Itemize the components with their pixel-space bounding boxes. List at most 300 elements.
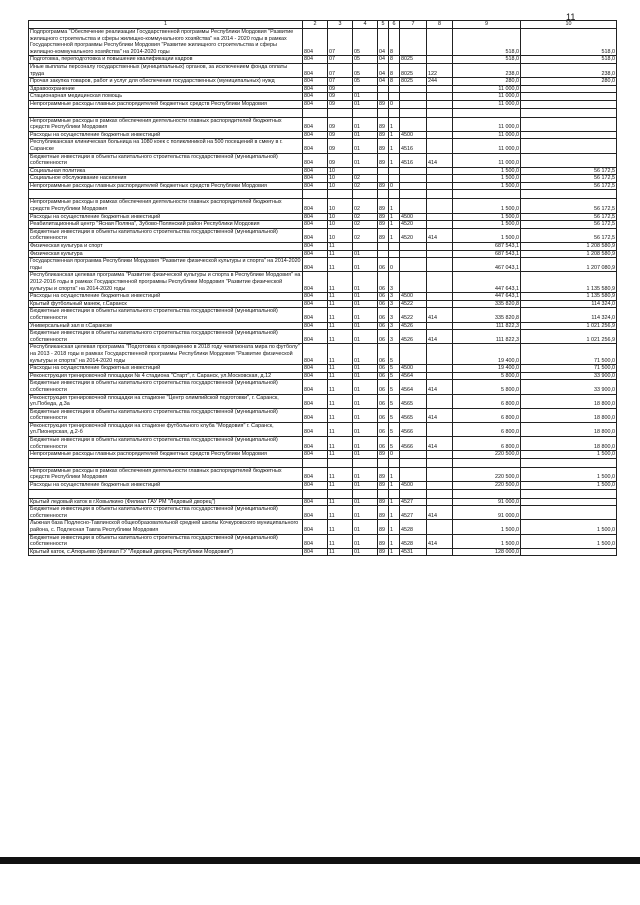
amount-year2-cell: 33 900,0 <box>521 372 617 380</box>
table-row <box>29 422 617 436</box>
empty-cell <box>378 489 389 498</box>
direction-code-cell: 4520 <box>400 221 427 229</box>
subprogram-code-cell: 8 <box>389 78 400 86</box>
amount-year1-cell: 5 800,0 <box>453 380 521 394</box>
amount-year2-cell: 280,0 <box>521 78 617 86</box>
subsection-code-cell: 01 <box>353 272 378 293</box>
amount-year1-cell: 518,0 <box>453 56 521 64</box>
empty-cell <box>521 458 617 467</box>
ministry-code-cell: 804 <box>303 250 328 258</box>
direction-code-cell: 8025 <box>400 78 427 86</box>
column-header: 10 <box>521 21 617 29</box>
expense-type-cell <box>427 243 453 251</box>
subprogram-code-cell: 5 <box>389 380 400 394</box>
ministry-code-cell: 804 <box>303 199 328 213</box>
column-header: 8 <box>427 21 453 29</box>
subprogram-code-cell: 0 <box>389 258 400 272</box>
target-article-cell: 06 <box>378 300 389 308</box>
expense-type-cell: 414 <box>427 153 453 167</box>
amount-year2-cell: 518,0 <box>521 56 617 64</box>
amount-year2-cell: 1 208 580,9 <box>521 243 617 251</box>
expense-name-cell: Реконструкция тренировочной площадки № 4 стадиона "Старт", г. Саранск, ул.Московская, д.12 <box>29 372 303 380</box>
table-row <box>29 250 617 258</box>
empty-cell <box>453 190 521 199</box>
table-row <box>29 520 617 534</box>
empty-cell <box>427 458 453 467</box>
subsection-code-cell: 01 <box>353 365 378 373</box>
direction-code-cell <box>400 29 427 56</box>
direction-code-cell: 8025 <box>400 56 427 64</box>
section-code-cell: 11 <box>328 506 353 520</box>
ministry-code-cell: 804 <box>303 520 328 534</box>
expense-name-cell: Физическая культура и спорт <box>29 243 303 251</box>
empty-cell <box>303 108 328 117</box>
expense-name-cell: Республиканская целевая программа "Развитие физической культуры и спорта в Республике Мордовия" на 2012-2016 годы в рамках Государственной программы Республики Мордовия "Развитие физической культуры и спорта" на 2014-2020 годы <box>29 272 303 293</box>
amount-year2-cell: 1 208 580,9 <box>521 250 617 258</box>
subprogram-code-cell: 3 <box>389 308 400 322</box>
expense-name-cell: Физическая культура <box>29 250 303 258</box>
direction-code-cell <box>400 182 427 190</box>
table-row <box>29 365 617 373</box>
subprogram-code-cell: 1 <box>389 228 400 242</box>
column-header: 2 <box>303 21 328 29</box>
amount-year2-cell <box>521 153 617 167</box>
empty-cell <box>378 458 389 467</box>
subsection-code-cell: 01 <box>353 293 378 301</box>
section-code-cell: 10 <box>328 213 353 221</box>
section-code-cell: 11 <box>328 258 353 272</box>
direction-code-cell <box>400 467 427 481</box>
expense-type-cell: 414 <box>427 506 453 520</box>
expense-type-cell <box>427 85 453 93</box>
amount-year2-cell: 1 021 256,9 <box>521 330 617 344</box>
ministry-code-cell: 804 <box>303 322 328 330</box>
direction-code-cell: 4500 <box>400 293 427 301</box>
page-number: 11 <box>566 12 576 22</box>
subsection-code-cell: 01 <box>353 153 378 167</box>
expense-name-cell: Стационарная медицинская помощь <box>29 93 303 101</box>
table-body <box>29 29 617 556</box>
empty-cell <box>328 458 353 467</box>
direction-code-cell: 4500 <box>400 365 427 373</box>
target-article-cell: 89 <box>378 498 389 506</box>
direction-code-cell: 4516 <box>400 139 427 153</box>
amount-year2-cell: 1 500,0 <box>521 534 617 548</box>
subsection-code-cell: 01 <box>353 451 378 459</box>
section-code-cell: 09 <box>328 139 353 153</box>
amount-year1-cell: 6 800,0 <box>453 408 521 422</box>
expense-name-cell: Иные выплаты персоналу государственных (муниципальных) органов, за исключением фонда оплаты труда <box>29 63 303 77</box>
expense-name-cell: Лыжная база Подлесно-Тавлинской общеобразовательной средней школы Кочкуровского муниципального района, с. Подлесная Тавла Республики Мордовия <box>29 520 303 534</box>
empty-cell <box>400 489 427 498</box>
expense-type-cell <box>427 548 453 556</box>
target-article-cell: 89 <box>378 467 389 481</box>
amount-year2-cell <box>521 506 617 520</box>
section-code-cell: 09 <box>328 153 353 167</box>
direction-code-cell: 4528 <box>400 520 427 534</box>
expense-type-cell <box>427 139 453 153</box>
ministry-code-cell: 804 <box>303 272 328 293</box>
amount-year1-cell: 518,0 <box>453 29 521 56</box>
subsection-code-cell: 01 <box>353 422 378 436</box>
expense-name-cell: Крытый ледовый каток в г.Ковылкино (Филиал ГАУ РМ "Ледовый дворец") <box>29 498 303 506</box>
expense-name-cell: Республиканская целевая программа "Подготовка к проведению в 2018 году чемпионата мира по футболу" на 2013 - 2018 годы в рамках Государственной программы Республики Мордовия "Развитие физической культуры и спорта" на 2014-2020 годы <box>29 344 303 365</box>
table-row <box>29 272 617 293</box>
section-code-cell: 10 <box>328 199 353 213</box>
amount-year1-cell: 111 822,3 <box>453 322 521 330</box>
amount-year2-cell: 1 500,0 <box>521 482 617 490</box>
amount-year1-cell: 1 500,0 <box>453 221 521 229</box>
amount-year1-cell: 220 500,0 <box>453 467 521 481</box>
direction-code-cell <box>400 85 427 93</box>
table-row <box>29 437 617 451</box>
subsection-code-cell: 01 <box>353 482 378 490</box>
amount-year1-cell: 11 000,0 <box>453 139 521 153</box>
direction-code-cell: 4500 <box>400 213 427 221</box>
ministry-code-cell: 804 <box>303 422 328 436</box>
subsection-code-cell: 01 <box>353 131 378 139</box>
section-code-cell: 11 <box>328 300 353 308</box>
amount-year1-cell: 467 043,1 <box>453 258 521 272</box>
expense-type-cell <box>427 520 453 534</box>
column-header: 7 <box>400 21 427 29</box>
target-article-cell: 89 <box>378 131 389 139</box>
ministry-code-cell: 804 <box>303 63 328 77</box>
section-code-cell: 07 <box>328 63 353 77</box>
ministry-code-cell: 804 <box>303 100 328 108</box>
subprogram-code-cell: 3 <box>389 293 400 301</box>
table-row <box>29 534 617 548</box>
expense-type-cell <box>427 272 453 293</box>
section-code-cell: 11 <box>328 520 353 534</box>
subprogram-code-cell: 3 <box>389 300 400 308</box>
amount-year2-cell: 1 021 256,9 <box>521 322 617 330</box>
section-code-cell: 11 <box>328 422 353 436</box>
expense-type-cell <box>427 394 453 408</box>
ministry-code-cell: 804 <box>303 482 328 490</box>
ministry-code-cell: 804 <box>303 372 328 380</box>
table-row <box>29 482 617 490</box>
expense-name-cell: Бюджетные инвестиции в объекты капитального строительства государственной (муниципальной) собственности <box>29 437 303 451</box>
empty-cell <box>328 489 353 498</box>
direction-code-cell: 4522 <box>400 308 427 322</box>
amount-year1-cell: 128 000,0 <box>453 548 521 556</box>
section-code-cell: 11 <box>328 243 353 251</box>
subprogram-code-cell: 8 <box>389 56 400 64</box>
amount-year1-cell: 687 543,1 <box>453 243 521 251</box>
table-row <box>29 330 617 344</box>
subsection-code-cell: 01 <box>353 520 378 534</box>
target-article-cell: 89 <box>378 482 389 490</box>
table-row <box>29 228 617 242</box>
ministry-code-cell: 804 <box>303 467 328 481</box>
target-article-cell <box>378 93 389 101</box>
amount-year2-cell: 18 800,0 <box>521 422 617 436</box>
target-article-cell: 89 <box>378 117 389 131</box>
expense-name-cell: Подпрограмма "Обеспечение реализации Государственной программы Республики Мордовия "Развитие жилищного строительства и сферы жилищно-коммунального хозяйства" на 2014 - 2020 годы в рамках Государственной программы Республики Мордовия "Развитие жилищного строительства и сферы жилищно-коммунального хозяйства" на 2014-2020 годы <box>29 29 303 56</box>
target-article-cell: 06 <box>378 258 389 272</box>
section-code-cell: 11 <box>328 451 353 459</box>
section-code-cell: 11 <box>328 372 353 380</box>
table-row <box>29 322 617 330</box>
ministry-code-cell: 804 <box>303 437 328 451</box>
amount-year1-cell: 1 500,0 <box>453 534 521 548</box>
subsection-code-cell: 02 <box>353 199 378 213</box>
target-article-cell: 89 <box>378 221 389 229</box>
table-row <box>29 139 617 153</box>
ministry-code-cell: 804 <box>303 213 328 221</box>
subsection-code-cell: 01 <box>353 534 378 548</box>
amount-year2-cell <box>521 498 617 506</box>
empty-cell <box>453 458 521 467</box>
empty-cell <box>303 190 328 199</box>
subprogram-code-cell: 1 <box>389 498 400 506</box>
expense-type-cell: 414 <box>427 330 453 344</box>
table-row <box>29 85 617 93</box>
expense-type-cell <box>427 93 453 101</box>
table-row <box>29 506 617 520</box>
direction-code-cell: 4565 <box>400 394 427 408</box>
target-article-cell: 06 <box>378 394 389 408</box>
amount-year2-cell: 56 172,5 <box>521 221 617 229</box>
ministry-code-cell: 804 <box>303 175 328 183</box>
subprogram-code-cell: 0 <box>389 182 400 190</box>
expense-type-cell: 122 <box>427 63 453 77</box>
empty-cell <box>353 108 378 117</box>
subsection-code-cell <box>353 243 378 251</box>
subprogram-code-cell: 5 <box>389 437 400 451</box>
empty-cell <box>389 108 400 117</box>
amount-year1-cell: 11 000,0 <box>453 85 521 93</box>
expense-type-cell <box>427 29 453 56</box>
table-row <box>29 221 617 229</box>
empty-cell <box>521 108 617 117</box>
table-row <box>29 308 617 322</box>
target-article-cell: 89 <box>378 451 389 459</box>
expense-type-cell <box>427 300 453 308</box>
subsection-code-cell: 01 <box>353 380 378 394</box>
empty-cell <box>328 190 353 199</box>
table-row <box>29 175 617 183</box>
subprogram-code-cell: 1 <box>389 213 400 221</box>
amount-year1-cell: 220 500,0 <box>453 451 521 459</box>
amount-year1-cell: 5 800,0 <box>453 372 521 380</box>
empty-cell <box>303 458 328 467</box>
scan-footer-band <box>0 857 640 864</box>
direction-code-cell <box>400 93 427 101</box>
expense-name-cell: Реконструкция тренировочной площадки на стадионе "Центр олимпийской подготовки", г. Саранск, ул.Победа, д.3а <box>29 394 303 408</box>
expense-type-cell <box>427 422 453 436</box>
target-article-cell: 06 <box>378 422 389 436</box>
direction-code-cell: 4522 <box>400 300 427 308</box>
amount-year2-cell: 56 172,5 <box>521 182 617 190</box>
expense-type-cell <box>427 56 453 64</box>
ministry-code-cell: 804 <box>303 153 328 167</box>
expense-name-cell: Непрограммные расходы главных распорядителей бюджетных средств Республики Мордовия <box>29 100 303 108</box>
section-code-cell: 11 <box>328 548 353 556</box>
amount-year2-cell: 1 207 080,9 <box>521 258 617 272</box>
amount-year1-cell: 6 800,0 <box>453 394 521 408</box>
expense-type-cell <box>427 167 453 175</box>
section-code-cell: 11 <box>328 408 353 422</box>
subprogram-code-cell: 5 <box>389 408 400 422</box>
direction-code-cell <box>400 117 427 131</box>
expense-type-cell <box>427 100 453 108</box>
table-row <box>29 117 617 131</box>
section-code-cell: 11 <box>328 534 353 548</box>
empty-cell <box>29 458 303 467</box>
subsection-code-cell: 01 <box>353 394 378 408</box>
amount-year2-cell: 56 172,5 <box>521 175 617 183</box>
target-article-cell: 89 <box>378 213 389 221</box>
table-row <box>29 153 617 167</box>
spacer-row <box>29 489 617 498</box>
ministry-code-cell: 804 <box>303 182 328 190</box>
expense-type-cell <box>427 344 453 365</box>
target-article-cell: 04 <box>378 78 389 86</box>
section-code-cell: 11 <box>328 365 353 373</box>
expense-type-cell <box>427 258 453 272</box>
empty-cell <box>378 190 389 199</box>
amount-year2-cell <box>521 139 617 153</box>
subsection-code-cell: 01 <box>353 139 378 153</box>
direction-code-cell: 4526 <box>400 330 427 344</box>
ministry-code-cell: 804 <box>303 85 328 93</box>
column-header: 3 <box>328 21 353 29</box>
expense-name-cell: Прочая закупка товаров, работ и услуг для обеспечения государственных (муниципальных) нужд <box>29 78 303 86</box>
empty-cell <box>353 489 378 498</box>
amount-year2-cell: 1 135 580,9 <box>521 293 617 301</box>
section-code-cell: 11 <box>328 293 353 301</box>
direction-code-cell <box>400 100 427 108</box>
expense-type-cell: 414 <box>427 408 453 422</box>
section-code-cell: 11 <box>328 250 353 258</box>
amount-year2-cell: 114 324,0 <box>521 300 617 308</box>
subsection-code-cell: 01 <box>353 372 378 380</box>
empty-cell <box>389 489 400 498</box>
subsection-code-cell: 01 <box>353 322 378 330</box>
empty-cell <box>427 190 453 199</box>
target-article-cell: 06 <box>378 408 389 422</box>
amount-year2-cell: 1 500,0 <box>521 467 617 481</box>
expense-type-cell <box>427 221 453 229</box>
table-row <box>29 394 617 408</box>
direction-code-cell: 4528 <box>400 534 427 548</box>
amount-year2-cell <box>521 93 617 101</box>
amount-year1-cell: 91 000,0 <box>453 498 521 506</box>
direction-code-cell: 4500 <box>400 482 427 490</box>
subsection-code-cell: 01 <box>353 330 378 344</box>
subsection-code-cell: 01 <box>353 437 378 451</box>
subprogram-code-cell: 1 <box>389 153 400 167</box>
subsection-code-cell: 05 <box>353 78 378 86</box>
table-row <box>29 182 617 190</box>
target-article-cell: 06 <box>378 372 389 380</box>
subprogram-code-cell <box>389 243 400 251</box>
subsection-code-cell: 02 <box>353 221 378 229</box>
ministry-code-cell: 804 <box>303 56 328 64</box>
expense-name-cell: Реконструкция тренировочной площадки на стадионе футбольного клуба "Мордовия" г. Саранск, ул.Пионерская, д.2-б <box>29 422 303 436</box>
ministry-code-cell: 804 <box>303 548 328 556</box>
expense-type-cell: 414 <box>427 380 453 394</box>
subprogram-code-cell: 3 <box>389 272 400 293</box>
target-article-cell: 06 <box>378 330 389 344</box>
empty-cell <box>378 108 389 117</box>
empty-cell <box>521 190 617 199</box>
direction-code-cell: 4527 <box>400 498 427 506</box>
section-code-cell: 07 <box>328 78 353 86</box>
subsection-code-cell: 01 <box>353 498 378 506</box>
expense-type-cell <box>427 482 453 490</box>
expense-name-cell: Расходы на осуществление бюджетных инвестиций <box>29 213 303 221</box>
subprogram-code-cell: 5 <box>389 394 400 408</box>
expense-name-cell: Подготовка, переподготовка и повышение квалификации кадров <box>29 56 303 64</box>
section-code-cell: 10 <box>328 182 353 190</box>
spacer-row <box>29 458 617 467</box>
section-code-cell: 11 <box>328 308 353 322</box>
direction-code-cell <box>400 199 427 213</box>
direction-code-cell <box>400 258 427 272</box>
ministry-code-cell: 804 <box>303 221 328 229</box>
direction-code-cell: 4566 <box>400 437 427 451</box>
expense-type-cell: 244 <box>427 78 453 86</box>
subprogram-code-cell: 1 <box>389 117 400 131</box>
amount-year1-cell: 220 500,0 <box>453 482 521 490</box>
target-article-cell: 89 <box>378 100 389 108</box>
target-article-cell: 04 <box>378 29 389 56</box>
subsection-code-cell: 01 <box>353 250 378 258</box>
amount-year1-cell: 11 000,0 <box>453 131 521 139</box>
expense-type-cell: 414 <box>427 308 453 322</box>
subprogram-code-cell <box>389 250 400 258</box>
target-article-cell: 06 <box>378 380 389 394</box>
target-article-cell: 89 <box>378 228 389 242</box>
expense-name-cell: Расходы на осуществление бюджетных инвестиций <box>29 131 303 139</box>
subsection-code-cell: 01 <box>353 117 378 131</box>
target-article-cell: 89 <box>378 548 389 556</box>
section-code-cell: 11 <box>328 467 353 481</box>
expense-name-cell: Расходы на осуществление бюджетных инвестиций <box>29 482 303 490</box>
amount-year2-cell <box>521 85 617 93</box>
target-article-cell: 06 <box>378 344 389 365</box>
subsection-code-cell: 01 <box>353 344 378 365</box>
section-code-cell: 10 <box>328 175 353 183</box>
subsection-code-cell: 02 <box>353 175 378 183</box>
direction-code-cell <box>400 250 427 258</box>
table-row <box>29 344 617 365</box>
amount-year1-cell: 6 800,0 <box>453 437 521 451</box>
ministry-code-cell: 804 <box>303 380 328 394</box>
expense-name-cell: Расходы на осуществление бюджетных инвестиций <box>29 293 303 301</box>
subprogram-code-cell: 1 <box>389 131 400 139</box>
empty-cell <box>389 190 400 199</box>
subsection-code-cell: 01 <box>353 100 378 108</box>
ministry-code-cell: 804 <box>303 506 328 520</box>
ministry-code-cell: 804 <box>303 394 328 408</box>
direction-code-cell <box>400 175 427 183</box>
subsection-code-cell: 05 <box>353 63 378 77</box>
subsection-code-cell: 01 <box>353 300 378 308</box>
direction-code-cell: 4520 <box>400 228 427 242</box>
table-row <box>29 243 617 251</box>
ministry-code-cell: 804 <box>303 139 328 153</box>
empty-cell <box>453 489 521 498</box>
subprogram-code-cell <box>389 175 400 183</box>
subprogram-code-cell <box>389 167 400 175</box>
target-article-cell: 06 <box>378 322 389 330</box>
section-code-cell: 07 <box>328 56 353 64</box>
subprogram-code-cell: 8 <box>389 29 400 56</box>
